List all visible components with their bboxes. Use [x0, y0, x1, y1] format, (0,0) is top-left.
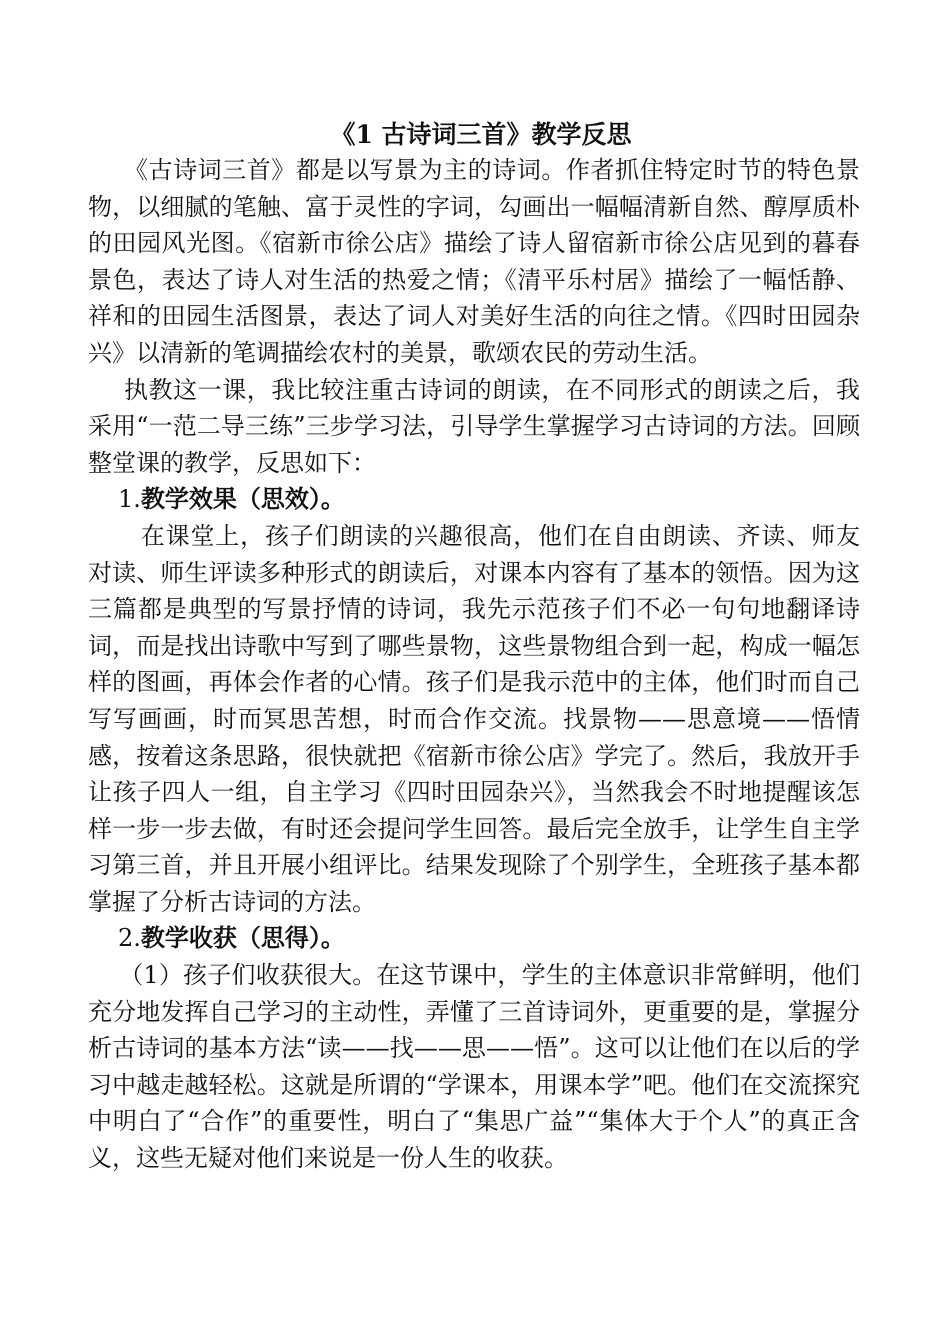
intro-paragraph: 《古诗词三首》都是以写景为主的诗词。作者抓住特定时节的特色景物，以细腻的笔触、富于灵性的字词，勾画出一幅幅清新自然、醇厚质朴的田园风光图。《宿新市徐公店》描绘了诗人留宿新市徐公店见到的暮春景色，表达了诗人对生活的热爱之情；《清平乐村居》描绘了一幅恬静、祥和的田园生活图景，表达了词人对美好生活的向往之情。《四时田园杂兴》以清新的笔调描绘农村的美景，歌颂农民的劳动生活。 — [88, 156, 860, 367]
method-paragraph: 执教这一课，我比较注重古诗词的朗读，在不同形式的朗读之后，我采用“一范二导三练”三步学习法，引导学生掌握学习古诗词的方法。回顾整堂课的教学，反思如下： — [88, 375, 860, 477]
page-title: 《1 古诗词三首》教学反思 — [330, 120, 632, 149]
section-2-title: 教学收获（思得）。 — [140, 923, 345, 953]
section-1-number: 1. — [118, 485, 141, 514]
document-page — [88, 118, 860, 1177]
section-2-heading — [88, 920, 860, 957]
section-1-title: 教学效果（思效）。 — [140, 484, 345, 514]
section-1-body: 在课堂上，孩子们朗读的兴趣很高，他们在自由朗读、齐读、师友对读、师生评读多种形式的朗读后，对课本内容有了基本的领悟。因为这三篇都是典型的写景抒情的诗词，我先示范孩子们不必一句句地翻译诗词，而是找出诗歌中写到了哪些景物，这些景物组合到一起，构成一幅怎样的图画，再体会作者的心情。孩子们是我示范中的主体，他们时而自己写写画画，时而冥思苦想，时而合作交流。找景物——思意境——悟情感，按着这条思路，很快就把《宿新市徐公店》学完了。然后，我放开手让孩子四人一组，自主学习《四时田园杂兴》，当然我会不时地提醒该怎样一步一步去做，有时还会提问学生回答。最后完全放手，让学生自主学习第三首，并且开展小组评比。结果发现除了个别学生，全班孩子基本都掌握了分析古诗词的方法。 — [88, 521, 860, 916]
section-1-heading — [88, 481, 860, 518]
section-2-number: 2. — [118, 924, 141, 953]
section-2-body: （1）孩子们收获很大。在这节课中，学生的主体意识非常鲜明，他们充分地发挥自己学习的主动性，弄懂了三首诗词外，更重要的是，掌握分析古诗词的基本方法“读——找——思——悟”。这可以让他们在以后的学习中越走越轻松。这就是所谓的“学课本，用课本学”吧。他们在交流探究中明白了“合作”的重要性，明白了“集思广益”“集体大于个人”的真正含义，这些无疑对他们来说是一份人生的收获。 — [88, 961, 860, 1173]
